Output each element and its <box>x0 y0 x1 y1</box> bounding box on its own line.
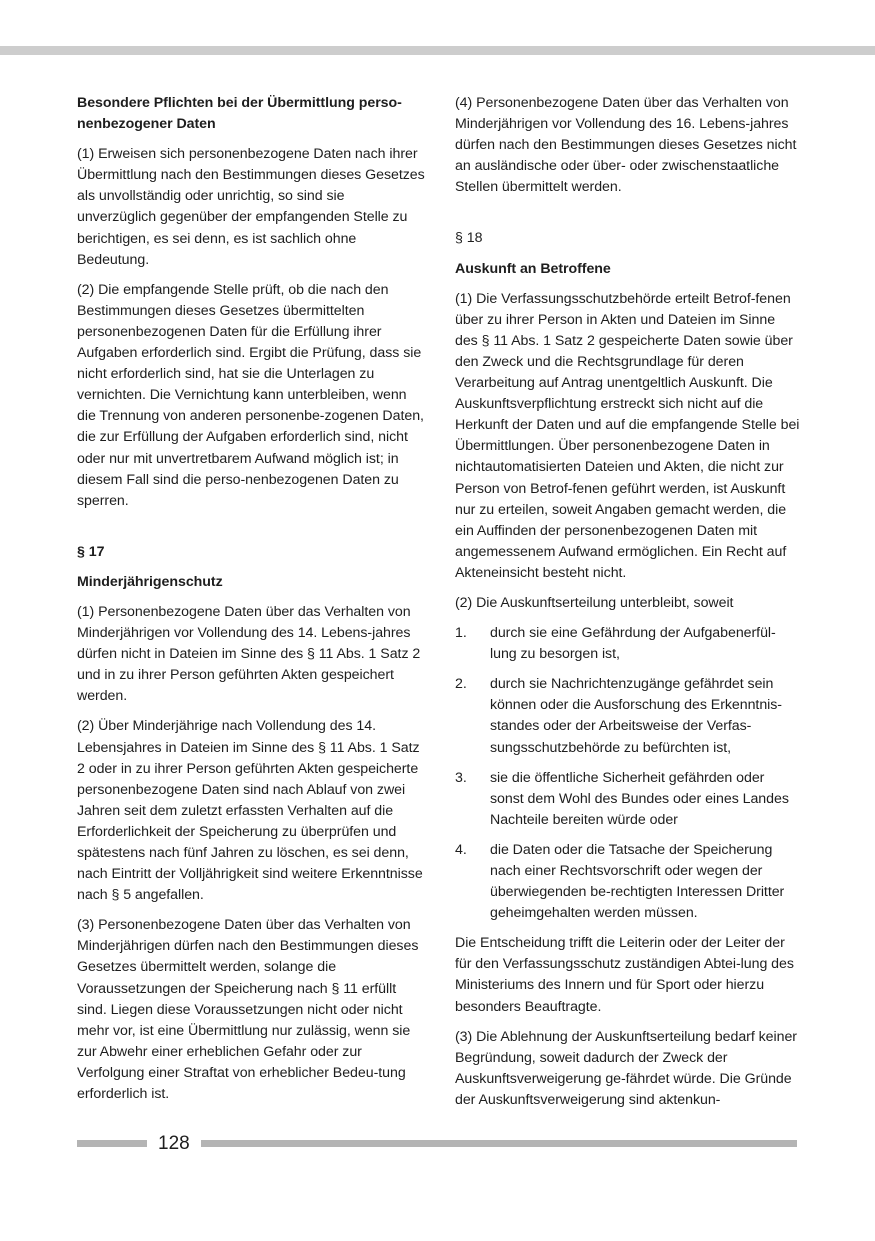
paragraph-s18-2-intro: (2) Die Auskunftserteilung unterbleibt, soweit <box>455 594 734 611</box>
denial-reasons-list <box>455 623 801 924</box>
paragraph-s18-decision: Die Entscheidung trifft die Leiterin oder der Leiter der für den Verfassungsschutz zuständigen Abtei-lung des Ministeriums des Innern und für Sport oder hierzu besonders Beauftragte. <box>455 935 794 1015</box>
footer-rule-left <box>77 1140 147 1147</box>
list-item <box>455 674 801 758</box>
section-17-number: § 17 <box>77 543 105 560</box>
list-item-text: durch sie eine Gefährdung der Aufgabenerfül-lung zu besorgen ist, <box>490 625 776 663</box>
paragraph-s18-1: (1) Die Verfassungsschutzbehörde erteilt Betrof-fenen über zu ihrer Person in Akten und Dateien im Sinne des § 11 Abs. 1 Satz 2 gespeicherte Daten sowie über den Zweck und die Rechtsgrundlage für deren Verarbeitung auf Antrag unentgeltlich Auskunft. Die Auskunftsverpflichtung erstreckt sich nicht auf die Herkunft der Daten und auf die empfangende Stelle bei Übermittlungen. Über personenbezogene Daten in nichtautomatisierten Dateien und Akten, die nicht zur Person von Betrof-fenen geführt werden, ist Auskunft nur zu erteilen, soweit Angaben gemacht werden, die ein Auffinden der personenbezogenen Daten mit angemessenem Aufwand ermöglichen. Ein Recht auf Akteneinsicht besteht nicht. <box>455 290 800 581</box>
paragraph-transfer-2: (2) Die empfangende Stelle prüft, ob die nach den Bestimmungen dieses Gesetzes übermittelten personenbezogenen Daten für die Erfüllung ihrer Aufgaben erforderlich sind. Ergibt die Prüfung, dass sie nicht erforderlich sind, hat sie die Unterlagen zu vernichten. Die Vernichtung kann unterbleiben, wenn die Trennung von anderen personenbe-zogenen Daten, die zur Erfüllung der Aufgaben erforderlich sind, nicht oder nur mit unvertretbarem Aufwand möglich ist; in diesem Fall sind die perso-nenbezogenen Daten zu sperren. <box>77 281 424 509</box>
list-item-number: 2. <box>455 676 467 693</box>
list-item-number: 4. <box>455 841 467 858</box>
list-item-number: 1. <box>455 625 467 642</box>
paragraph-s18-3: (3) Die Ablehnung der Auskunftserteilung bedarf keiner Begründung, soweit dadurch der Zweck der Auskunftsverweigerung ge-fährdet würde. Die Gründe der Auskunftsverweigerung sind aktenkun- <box>455 1028 797 1108</box>
paragraph-transfer-1: (1) Erweisen sich personenbezogene Daten nach ihrer Übermittlung nach den Bestimmungen dieses Gesetzes als unvollständig oder unrichtig, so sind sie unverzüglich gegenüber der empfangenden Stelle zu berichtigen, es sei denn, es ist sachlich ohne Bedeutung. <box>77 146 425 268</box>
paragraph-s17-3: (3) Personenbezogene Daten über das Verhalten von Minderjährigen dürfen nach den Bestimmungen dieses Gesetzes übermittelt werden, solange die Voraussetzungen der Speicherung nach § 11 erfüllt sind. Liegen diese Voraussetzungen nicht oder nicht mehr vor, ist eine Übermittlung nur zulässig, wenn sie zur Abwehr einer erheblichen Gefahr oder zur Verfolgung einer Straftat von erheblicher Bedeu-tung erforderlich ist. <box>77 917 419 1103</box>
section-18-number: § 18 <box>455 230 483 247</box>
section-heading-transfer-duties: Besondere Pflichten bei der Übermittlung perso-nenbezogener Daten <box>77 95 402 133</box>
section-17-title: Minderjährigenschutz <box>77 573 223 590</box>
list-item-text: sie die öffentliche Sicherheit gefährden oder sonst dem Wohl des Bundes oder eines Landes Nachteile bereiten würde oder <box>490 769 789 828</box>
list-item <box>455 623 801 665</box>
section-18-title: Auskunft an Betroffene <box>455 260 611 277</box>
list-item-text: die Daten oder die Tatsache der Speicherung nach einer Rechtsvorschrift oder wegen der überwiegenden be-rechtigten Interessen Dritter geheimgehalten werden müssen. <box>490 841 785 922</box>
left-column <box>77 93 425 1114</box>
header-rule <box>0 46 875 55</box>
list-item-number: 3. <box>455 769 467 786</box>
paragraph-s17-1: (1) Personenbezogene Daten über das Verhalten von Minderjährigen vor Vollendung des 14. Lebens-jahres dürfen nicht in Dateien im Sinne des § 11 Abs. 1 Satz 2 und in zu ihrer Person geführten Akten gespeichert werden. <box>77 603 421 705</box>
section-spacer <box>455 207 801 228</box>
right-column <box>455 93 801 1120</box>
section-spacer <box>77 521 425 542</box>
list-item <box>455 768 801 831</box>
paragraph-s17-2: (2) Über Minderjährige nach Vollendung des 14. Lebensjahres in Dateien im Sinne des § 11 Abs. 1 Satz 2 oder in zu ihrer Person geführten Akten gespeicherte personenbezogene Daten sind nach Ablauf von zwei Jahren seit dem zuletzt erfassten Verhalten auf die Erforderlichkeit der Speicherung zu überprüfen und spätestens nach fünf Jahren zu löschen, es sei denn, nach Eintritt der Volljährigkeit sind weitere Erkenntnisse nach § 5 angefallen. <box>77 718 423 904</box>
list-item-text: durch sie Nachrichtenzugänge gefährdet sein können oder die Ausforschung des Erkenntnis-standes oder der Arbeitsweise der Verfas-sungsschutzbehörde zu befürchten ist, <box>490 676 782 756</box>
list-item <box>455 840 801 924</box>
footer-rule-right <box>201 1140 797 1147</box>
page-number: 128 <box>158 1133 190 1154</box>
paragraph-s17-4: (4) Personenbezogene Daten über das Verhalten von Minderjährigen vor Vollendung des 16. Lebens-jahres dürfen nach den Bestimmungen dieses Gesetzes nicht an ausländische oder über- oder zwischenstaatliche Stellen übermittelt werden. <box>455 95 797 196</box>
